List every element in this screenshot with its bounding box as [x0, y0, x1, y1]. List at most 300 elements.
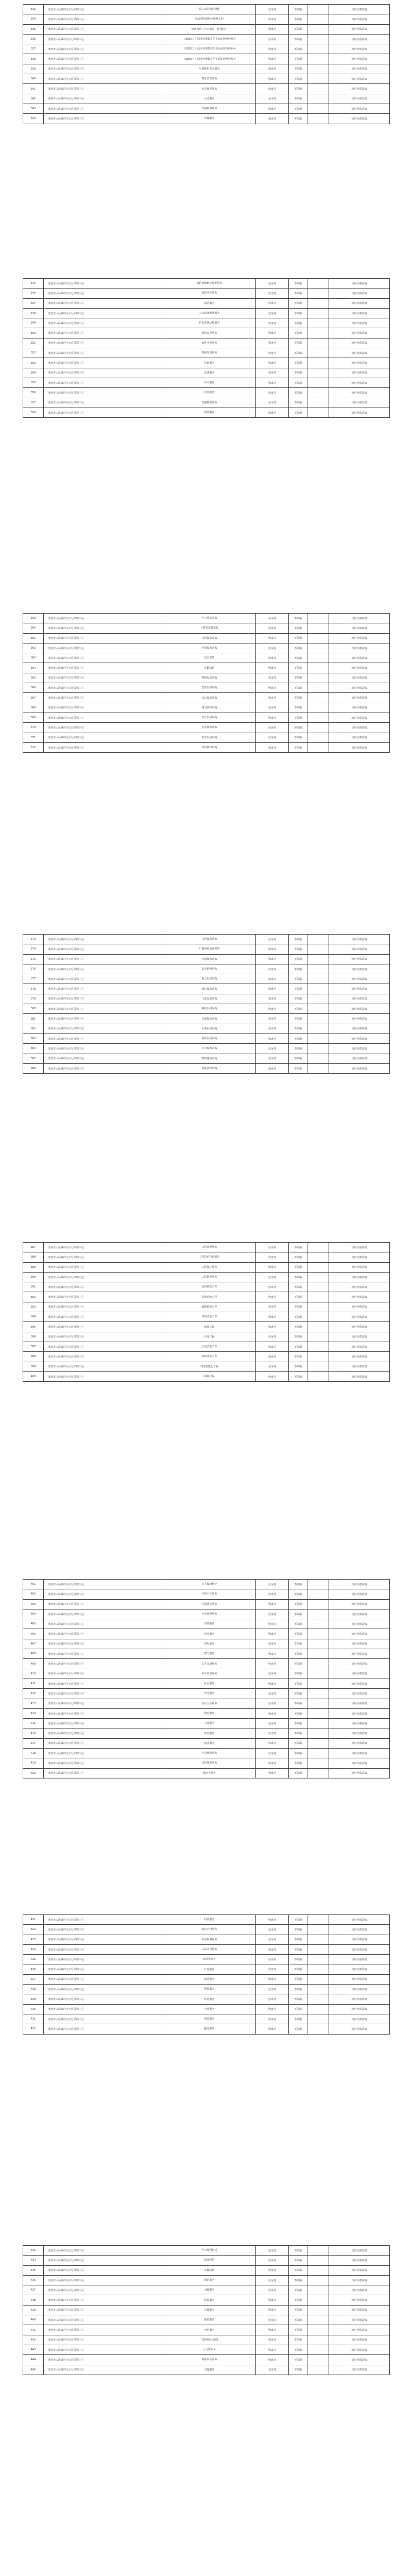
- subject: 张家村: [256, 1994, 289, 2004]
- quota: -: [307, 1609, 329, 1619]
- table-row: [23, 408, 390, 417]
- row-number: 380: [23, 1004, 44, 1014]
- subject: 张家村: [256, 1659, 289, 1669]
- table-row: [23, 2295, 390, 2305]
- subject: 张家村: [256, 984, 289, 994]
- amount-limit: 不限额: [289, 614, 307, 623]
- procurement-mode: 政府分散采购: [329, 94, 390, 104]
- subject: 张家村: [256, 2305, 289, 2315]
- amount-limit: 不限额: [289, 368, 307, 378]
- project-name: 审计服务: [163, 378, 256, 387]
- amount-limit: 不限额: [289, 1262, 307, 1272]
- project-name: 安全保卫服务: [163, 84, 256, 94]
- quota: -: [307, 954, 329, 964]
- project-name: 绿化工程: [163, 1322, 256, 1332]
- table-row: [23, 1362, 390, 1371]
- project-name: 车辆维修服务: [163, 104, 256, 113]
- project-name: 农业机械采购: [163, 964, 256, 974]
- amount-limit: 不限额: [289, 2246, 307, 2256]
- procurement-mode: 政府分散采购: [329, 318, 390, 328]
- table-row: [23, 1262, 390, 1272]
- procurement-mode: 政府分散采购: [329, 1292, 390, 1302]
- procurement-mode: 政府分散采购: [329, 1362, 390, 1371]
- subject: 张家村: [256, 1985, 289, 1994]
- row-number: 410: [23, 1669, 44, 1679]
- procurement-mode: 政府分散采购: [329, 1659, 390, 1669]
- procurement-table-block: [23, 1242, 390, 1382]
- row-number: 389: [23, 1262, 44, 1272]
- table-row: [23, 1915, 390, 1925]
- table-row: [23, 2285, 390, 2295]
- project-name: 消防设备采购: [163, 1033, 256, 1043]
- subject: 张家村: [256, 104, 289, 113]
- table-row: [23, 2355, 390, 2365]
- quota: -: [307, 84, 329, 94]
- row-number: 364: [23, 663, 44, 673]
- table-row: [23, 713, 390, 722]
- unit-name: 济南市人民政府办公厅采购中心: [44, 1332, 163, 1342]
- row-number: 414: [23, 1708, 44, 1718]
- subject: 张家村: [256, 1033, 289, 1043]
- table-row: [23, 2275, 390, 2285]
- subject: 张家村: [256, 643, 289, 653]
- unit-name: 济南市人民政府办公厅采购中心: [44, 1728, 163, 1738]
- amount-limit: 不限额: [289, 723, 307, 733]
- unit-name: 济南市人民政府办公厅采购中心: [44, 1312, 163, 1322]
- unit-name: 济南市人民政府办公厅采购中心: [44, 1719, 163, 1728]
- row-number: 363: [23, 653, 44, 663]
- amount-limit: 不限额: [289, 1302, 307, 1312]
- amount-limit: 不限额: [289, 1589, 307, 1599]
- project-name: 电梯维护保养服务: [163, 64, 256, 74]
- subject: 张家村: [256, 1944, 289, 1954]
- procurement-mode: 政府分散采购: [329, 338, 390, 348]
- quota: -: [307, 1580, 329, 1589]
- project-name: 安防设备采购: [163, 683, 256, 693]
- amount-limit: 不限额: [289, 2024, 307, 2034]
- table-row: [23, 974, 390, 984]
- unit-name: 济南市人民政府办公厅采购中心: [44, 368, 163, 378]
- procurement-mode: 政府分散采购: [329, 1609, 390, 1619]
- row-number: 375: [23, 954, 44, 964]
- procurement-mode: 政府分散采购: [329, 2315, 390, 2325]
- project-name: 公共设施维护: [163, 1580, 256, 1589]
- procurement-mode: 政府分散采购: [329, 2355, 390, 2365]
- row-number: 420: [23, 1768, 44, 1778]
- subject: 张家村: [256, 2246, 289, 2256]
- table-row: [23, 1738, 390, 1748]
- quota: -: [307, 1302, 329, 1312]
- unit-name: 济南市人民政府办公厅采购中心: [44, 935, 163, 944]
- unit-name: 济南市人民政府办公厅采购中心: [44, 633, 163, 643]
- subject: 张家村: [256, 358, 289, 368]
- subject: 张家村: [256, 1708, 289, 1718]
- row-number: 399: [23, 1362, 44, 1371]
- quota: -: [307, 5, 329, 14]
- procurement-mode: 政府分散采购: [329, 1689, 390, 1699]
- row-number: 366: [23, 683, 44, 693]
- quota: -: [307, 614, 329, 623]
- project-name: 养老服务: [163, 1689, 256, 1699]
- procurement-mode: 政府分散采购: [329, 1669, 390, 1679]
- quota: -: [307, 1063, 329, 1073]
- table-row: [23, 1935, 390, 1944]
- amount-limit: 不限额: [289, 358, 307, 368]
- unit-name: 济南市人民政府办公厅采购中心: [44, 2024, 163, 2034]
- row-number: 400: [23, 1371, 44, 1381]
- project-name: 设备采购（办公家具、计算机）: [163, 24, 256, 34]
- amount-limit: 不限额: [289, 24, 307, 34]
- project-name: 金融服务: [163, 2285, 256, 2295]
- amount-limit: 不限额: [289, 2345, 307, 2354]
- project-name: 停车管理服务: [163, 1669, 256, 1679]
- quota: -: [307, 14, 329, 24]
- row-number: 351: [23, 338, 44, 348]
- row-number: 388: [23, 1252, 44, 1262]
- project-name: 垃圾清运服务: [163, 1599, 256, 1609]
- procurement-mode: 政府分散采购: [329, 54, 390, 64]
- subject: 张家村: [256, 279, 289, 289]
- quota: -: [307, 104, 329, 113]
- quota: -: [307, 1262, 329, 1272]
- subject: 张家村: [256, 733, 289, 742]
- row-number: 362: [23, 643, 44, 653]
- procurement-mode: 政府分散采购: [329, 2305, 390, 2315]
- amount-limit: 不限额: [289, 84, 307, 94]
- project-name: 家具采购: [163, 653, 256, 663]
- amount-limit: 不限额: [289, 2335, 307, 2345]
- subject: 张家村: [256, 964, 289, 974]
- quota: -: [307, 1985, 329, 1994]
- unit-name: 济南市人民政府办公厅采购中心: [44, 1024, 163, 1033]
- unit-name: 济南市人民政府办公厅采购中心: [44, 1243, 163, 1252]
- amount-limit: 不限额: [289, 308, 307, 318]
- procurement-mode: 政府分散采购: [329, 348, 390, 358]
- subject: 张家村: [256, 338, 289, 348]
- unit-name: 济南市人民政府办公厅采购中心: [44, 1282, 163, 1292]
- quota: -: [307, 2265, 329, 2275]
- row-number: 445: [23, 2365, 44, 2375]
- unit-name: 济南市人民政府办公厅采购中心: [44, 1302, 163, 1312]
- project-name: 工程勘察服务: [163, 1272, 256, 1282]
- subject: 张家村: [256, 935, 289, 944]
- project-name: 供电服务: [163, 1639, 256, 1649]
- quota: -: [307, 2256, 329, 2265]
- project-name: 社会保障服务: [163, 1749, 256, 1758]
- unit-name: 济南市人民政府办公厅采购中心: [44, 2285, 163, 2295]
- quota: -: [307, 1312, 329, 1322]
- amount-limit: 不限额: [289, 994, 307, 1004]
- table-row: [23, 1619, 390, 1629]
- project-name: 标准化服务: [163, 1955, 256, 1964]
- procurement-mode: 政府分散采购: [329, 2256, 390, 2265]
- row-number: 342: [23, 94, 44, 104]
- unit-name: 济南市人民政府办公厅采购中心: [44, 1054, 163, 1063]
- procurement-mode: 政府分散采购: [329, 954, 390, 964]
- table-row: [23, 1063, 390, 1073]
- project-name: 弱电智能化工程: [163, 1362, 256, 1371]
- subject: 张家村: [256, 1679, 289, 1688]
- subject: 张家村: [256, 74, 289, 84]
- unit-name: 济南市人民政府办公厅采购中心: [44, 723, 163, 733]
- row-number: 386: [23, 1063, 44, 1073]
- row-number: 369: [23, 713, 44, 722]
- table-row: [23, 1272, 390, 1282]
- subject: 张家村: [256, 1252, 289, 1262]
- subject: 张家村: [256, 94, 289, 104]
- quota: -: [307, 2024, 329, 2034]
- unit-name: 济南市人民政府办公厅采购中心: [44, 1659, 163, 1669]
- unit-name: 济南市人民政府办公厅采购中心: [44, 94, 163, 104]
- row-number: 402: [23, 1589, 44, 1599]
- row-number: 359: [23, 614, 44, 623]
- project-name: 亮化工程: [163, 1332, 256, 1342]
- procurement-mode: 政府分散采购: [329, 64, 390, 74]
- row-number: 428: [23, 1985, 44, 1994]
- quota: -: [307, 994, 329, 1004]
- quota: -: [307, 338, 329, 348]
- amount-limit: 不限额: [289, 338, 307, 348]
- row-number: 348: [23, 308, 44, 318]
- amount-limit: 不限额: [289, 964, 307, 974]
- row-number: 350: [23, 328, 44, 338]
- unit-name: 济南市人民政府办公厅采购中心: [44, 1362, 163, 1371]
- row-number: 370: [23, 723, 44, 733]
- project-name: 计量服务: [163, 1964, 256, 1974]
- amount-limit: 不限额: [289, 328, 307, 338]
- table-row: [23, 984, 390, 994]
- unit-name: 济南市人民政府办公厅采购中心: [44, 673, 163, 683]
- quota: -: [307, 1272, 329, 1282]
- quota: -: [307, 2365, 329, 2375]
- unit-name: 济南市人民政府办公厅采购中心: [44, 279, 163, 289]
- project-name: 科技服务: [163, 1915, 256, 1925]
- subject: 张家村: [256, 1955, 289, 1964]
- row-number: 377: [23, 974, 44, 984]
- amount-limit: 不限额: [289, 1915, 307, 1925]
- row-number: 418: [23, 1749, 44, 1758]
- amount-limit: 不限额: [289, 34, 307, 44]
- procurement-mode: 政府分散采购: [329, 14, 390, 24]
- subject: 张家村: [256, 24, 289, 34]
- row-number: 357: [23, 398, 44, 408]
- amount-limit: 不限额: [289, 2315, 307, 2325]
- procurement-mode: 政府分散采购: [329, 378, 390, 387]
- quota: -: [307, 1362, 329, 1371]
- subject: 张家村: [256, 2004, 289, 2014]
- table-row: [23, 954, 390, 964]
- quota: -: [307, 1728, 329, 1738]
- amount-limit: 不限额: [289, 1282, 307, 1292]
- procurement-mode: 政府分散采购: [329, 1243, 390, 1252]
- amount-limit: 不限额: [289, 289, 307, 298]
- unit-name: 济南市人民政府办公厅采购中心: [44, 398, 163, 408]
- quota: -: [307, 1768, 329, 1778]
- unit-name: 济南市人民政府办公厅采购中心: [44, 318, 163, 328]
- procurement-mode: 政府分散采购: [329, 623, 390, 633]
- project-name: 认证认可服务: [163, 1944, 256, 1954]
- unit-name: 济南市人民政府办公厅采购中心: [44, 1708, 163, 1718]
- procurement-mode: 政府分散采购: [329, 1024, 390, 1033]
- project-name: 培训服务: [163, 388, 256, 398]
- quota: -: [307, 984, 329, 994]
- procurement-mode: 政府分散采购: [329, 279, 390, 289]
- project-name: 办公用品采购: [163, 614, 256, 623]
- unit-name: 济南市人民政府办公厅采购中心: [44, 24, 163, 34]
- amount-limit: 不限额: [289, 1014, 307, 1024]
- amount-limit: 不限额: [289, 1292, 307, 1302]
- project-name: 工程设计服务: [163, 1262, 256, 1272]
- project-name: 会议服务: [163, 94, 256, 104]
- quota: -: [307, 44, 329, 54]
- procurement-mode: 政府分散采购: [329, 5, 390, 14]
- procurement-mode: 政府分散采购: [329, 2014, 390, 2024]
- procurement-mode: 政府分散采购: [329, 984, 390, 994]
- table-row: [23, 54, 390, 64]
- subject: 张家村: [256, 2345, 289, 2354]
- table-row: [23, 1054, 390, 1063]
- quota: -: [307, 1054, 329, 1063]
- subject: 张家村: [256, 974, 289, 984]
- procurement-mode: 政府分散采购: [329, 994, 390, 1004]
- unit-name: 济南市人民政府办公厅采购中心: [44, 54, 163, 64]
- subject: 张家村: [256, 388, 289, 398]
- procurement-mode: 政府分散采购: [329, 388, 390, 398]
- subject: 张家村: [256, 1915, 289, 1925]
- project-name: 档案整理服务: [163, 398, 256, 408]
- unit-name: 济南市人民政府办公厅采购中心: [44, 2315, 163, 2325]
- project-name: 教学设备采购: [163, 733, 256, 742]
- quota: -: [307, 2355, 329, 2365]
- unit-name: 济南市人民政府办公厅采购中心: [44, 742, 163, 752]
- project-name: 电力设备采购: [163, 974, 256, 984]
- table-row: [23, 1033, 390, 1043]
- procurement-mode: 政府分散采购: [329, 1044, 390, 1054]
- subject: 张家村: [256, 1322, 289, 1332]
- project-name: 公共交通服务: [163, 1659, 256, 1669]
- project-name: 装饰装修工程: [163, 1292, 256, 1302]
- table-row: [23, 623, 390, 633]
- procurement-mode: 政府分散采购: [329, 2345, 390, 2354]
- amount-limit: 不限额: [289, 398, 307, 408]
- project-name: 体育服务: [163, 1728, 256, 1738]
- amount-limit: 不限额: [289, 2295, 307, 2305]
- unit-name: 济南市人民政府办公厅采购中心: [44, 5, 163, 14]
- subject: 张家村: [256, 1964, 289, 1974]
- table-row: [23, 398, 390, 408]
- amount-limit: 不限额: [289, 663, 307, 673]
- procurement-mode: 政府分散采购: [329, 298, 390, 308]
- project-name: 数据中心服务: [163, 2355, 256, 2365]
- amount-limit: 不限额: [289, 1322, 307, 1332]
- procurement-mode: 政府分散采购: [329, 2335, 390, 2345]
- quota: -: [307, 1679, 329, 1688]
- unit-name: 济南市人民政府办公厅采购中心: [44, 1580, 163, 1589]
- row-number: 429: [23, 1994, 44, 2004]
- procurement-mode: 政府分散采购: [329, 1915, 390, 1925]
- procurement-mode: 政府分散采购: [329, 1272, 390, 1282]
- row-number: 340: [23, 74, 44, 84]
- unit-name: 济南市人民政府办公厅采购中心: [44, 954, 163, 964]
- table-row: [23, 1004, 390, 1014]
- project-name: 评估服务: [163, 1994, 256, 2004]
- table-row: [23, 338, 390, 348]
- amount-limit: 不限额: [289, 1719, 307, 1728]
- procurement-mode: 政府分散采购: [329, 74, 390, 84]
- amount-limit: 不限额: [289, 944, 307, 954]
- amount-limit: 不限额: [289, 984, 307, 994]
- quota: -: [307, 1342, 329, 1351]
- quota: -: [307, 388, 329, 398]
- amount-limit: 不限额: [289, 1689, 307, 1699]
- subject: 张家村: [256, 1063, 289, 1073]
- procurement-mode: 政府分散采购: [329, 1054, 390, 1063]
- table-row: [23, 1629, 390, 1639]
- unit-name: 济南市人民政府办公厅采购中心: [44, 289, 163, 298]
- unit-name: 济南市人民政府办公厅采购中心: [44, 1342, 163, 1351]
- subject: 张家村: [256, 1580, 289, 1589]
- unit-name: 济南市人民政府办公厅采购中心: [44, 1352, 163, 1362]
- project-name: 供热服务: [163, 1619, 256, 1629]
- unit-name: 济南市人民政府办公厅采购中心: [44, 1994, 163, 2004]
- subject: 张家村: [256, 5, 289, 14]
- procurement-mode: 政府分散采购: [329, 663, 390, 673]
- row-number: 382: [23, 1024, 44, 1033]
- quota: -: [307, 1738, 329, 1748]
- unit-name: 济南市人民政府办公厅采购中心: [44, 1252, 163, 1262]
- quota: -: [307, 398, 329, 408]
- procurement-mode: 政府分散采购: [329, 1699, 390, 1708]
- table-row: [23, 663, 390, 673]
- row-number: 404: [23, 1609, 44, 1619]
- row-number: 407: [23, 1639, 44, 1649]
- table-row: [23, 1332, 390, 1342]
- table-row: [23, 348, 390, 358]
- amount-limit: 不限额: [289, 378, 307, 387]
- quota: -: [307, 1589, 329, 1599]
- row-number: 385: [23, 1054, 44, 1063]
- quota: -: [307, 2246, 329, 2256]
- table-row: [23, 1985, 390, 1994]
- table-row: [23, 944, 390, 954]
- subject: 张家村: [256, 2275, 289, 2285]
- quota: -: [307, 94, 329, 104]
- procurement-mode: 政府分散采购: [329, 1728, 390, 1738]
- project-name: 设备租赁: [163, 2256, 256, 2265]
- procurement-mode: 政府分散采购: [329, 368, 390, 378]
- amount-limit: 不限额: [289, 64, 307, 74]
- unit-name: 济南市人民政府办公厅采购中心: [44, 1619, 163, 1629]
- row-number: 444: [23, 2355, 44, 2365]
- row-number: 334: [23, 14, 44, 24]
- project-name: 气象设备采购: [163, 994, 256, 1004]
- procurement-mode: 政府分散采购: [329, 693, 390, 703]
- table-row: [23, 1758, 390, 1768]
- project-name: 办公场所租赁: [163, 2246, 256, 2256]
- table-row: [23, 1659, 390, 1669]
- subject: 张家村: [256, 2365, 289, 2375]
- row-number: 425: [23, 1955, 44, 1964]
- subject: 张家村: [256, 2355, 289, 2365]
- unit-name: 济南市人民政府办公厅采购中心: [44, 1292, 163, 1302]
- procurement-mode: 政府分散采购: [329, 1580, 390, 1589]
- procurement-mode: 政府分散采购: [329, 1629, 390, 1639]
- procurement-mode: 政府分散采购: [329, 1994, 390, 2004]
- unit-name: 济南市人民政府办公厅采购中心: [44, 974, 163, 984]
- amount-limit: 不限额: [289, 348, 307, 358]
- table-row: [23, 2004, 390, 2014]
- table-row: [23, 1352, 390, 1362]
